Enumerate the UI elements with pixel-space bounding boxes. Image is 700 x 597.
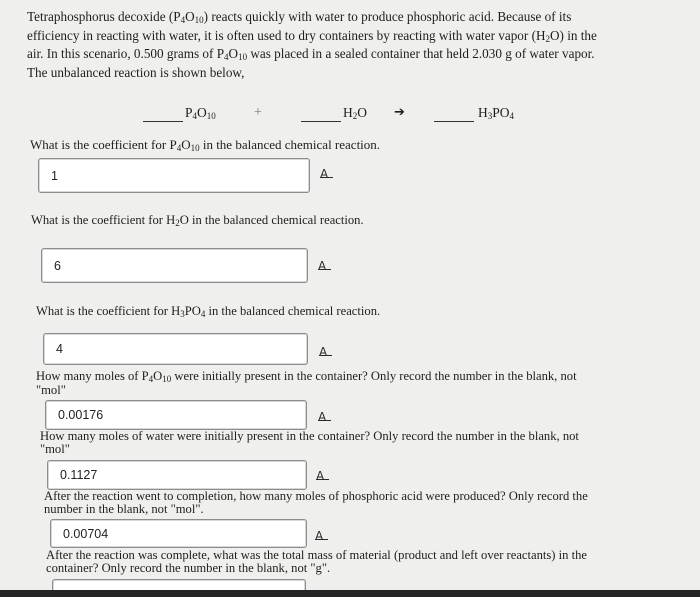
reaction-arrow-icon: ➔ bbox=[394, 105, 405, 120]
intro-line-3: air. In this scenario, 0.500 grams of $P_4O_{10}$ was placed in a sealed container that held 2.030 g of water vapor. bbox=[27, 46, 595, 62]
spellcheck-icon[interactable]: A bbox=[315, 530, 328, 540]
blank-h3po4 bbox=[434, 121, 474, 122]
question-3: What is the coefficient for $H_3PO_4$ in the balanced chemical reaction. bbox=[36, 304, 381, 319]
question-2: What is the coefficient for $H_2O$ in the balanced chemical reaction. bbox=[31, 213, 364, 228]
equation-product: $H_3PO_4$ bbox=[478, 105, 515, 121]
answer-input-4[interactable]: 0.00176 bbox=[45, 400, 307, 430]
spellcheck-icon[interactable]: A bbox=[319, 346, 332, 356]
question-1: What is the coefficient for $P_4O_{10}$ in the balanced chemical reaction. bbox=[30, 137, 381, 153]
spellcheck-icon[interactable]: A bbox=[316, 470, 329, 480]
answer-input-1[interactable]: 1 bbox=[38, 158, 310, 193]
equation-reactant-1: $P_4O_{10}$ bbox=[185, 105, 216, 121]
answer-input-6[interactable]: 0.00704 bbox=[50, 519, 307, 548]
intro-paragraph bbox=[27, 8, 667, 82]
answer-input-2[interactable]: 6 bbox=[41, 248, 308, 283]
screen-bottom-edge bbox=[0, 590, 700, 597]
intro-line-1: Tetraphosphorus decoxide $(P_4O_{10})$ reacts quickly with water to produce phosphoric acid. Because of its bbox=[27, 9, 572, 25]
equation-reactant-2: $H_2O$ bbox=[343, 105, 367, 121]
spellcheck-icon[interactable]: A bbox=[318, 260, 331, 270]
answer-input-5[interactable]: 0.1127 bbox=[47, 460, 307, 490]
blank-p4o10 bbox=[143, 121, 183, 122]
blank-h2o bbox=[301, 121, 341, 122]
intro-line-2: efficiency in reacting with water, it is often used to dry containers by reacting with water vapor $(H_2O)$ in the bbox=[27, 27, 597, 44]
question-4: How many moles of $P_4O_{10}$ were initially present in the container? Only record the number in the blank, not "mol" bbox=[36, 369, 577, 397]
question-5: How many moles of water were initially present in the container? Only record the number in the blank, not "mol" bbox=[40, 429, 579, 456]
spellcheck-icon[interactable]: A bbox=[318, 411, 331, 421]
spellcheck-icon[interactable]: A bbox=[320, 168, 333, 178]
equation-plus: + bbox=[254, 105, 262, 120]
question-6: After the reaction went to completion, how many moles of phosphoric acid were produced? Only record the number in the blank, not "mol". bbox=[44, 489, 588, 516]
intro-line-4: The unbalanced reaction is shown below, bbox=[27, 64, 245, 80]
answer-input-3[interactable]: 4 bbox=[43, 333, 308, 365]
question-7: After the reaction was complete, what was the total mass of material (product and left over reactants) in the container? Only record the number in the blank, not "g". bbox=[46, 548, 587, 575]
